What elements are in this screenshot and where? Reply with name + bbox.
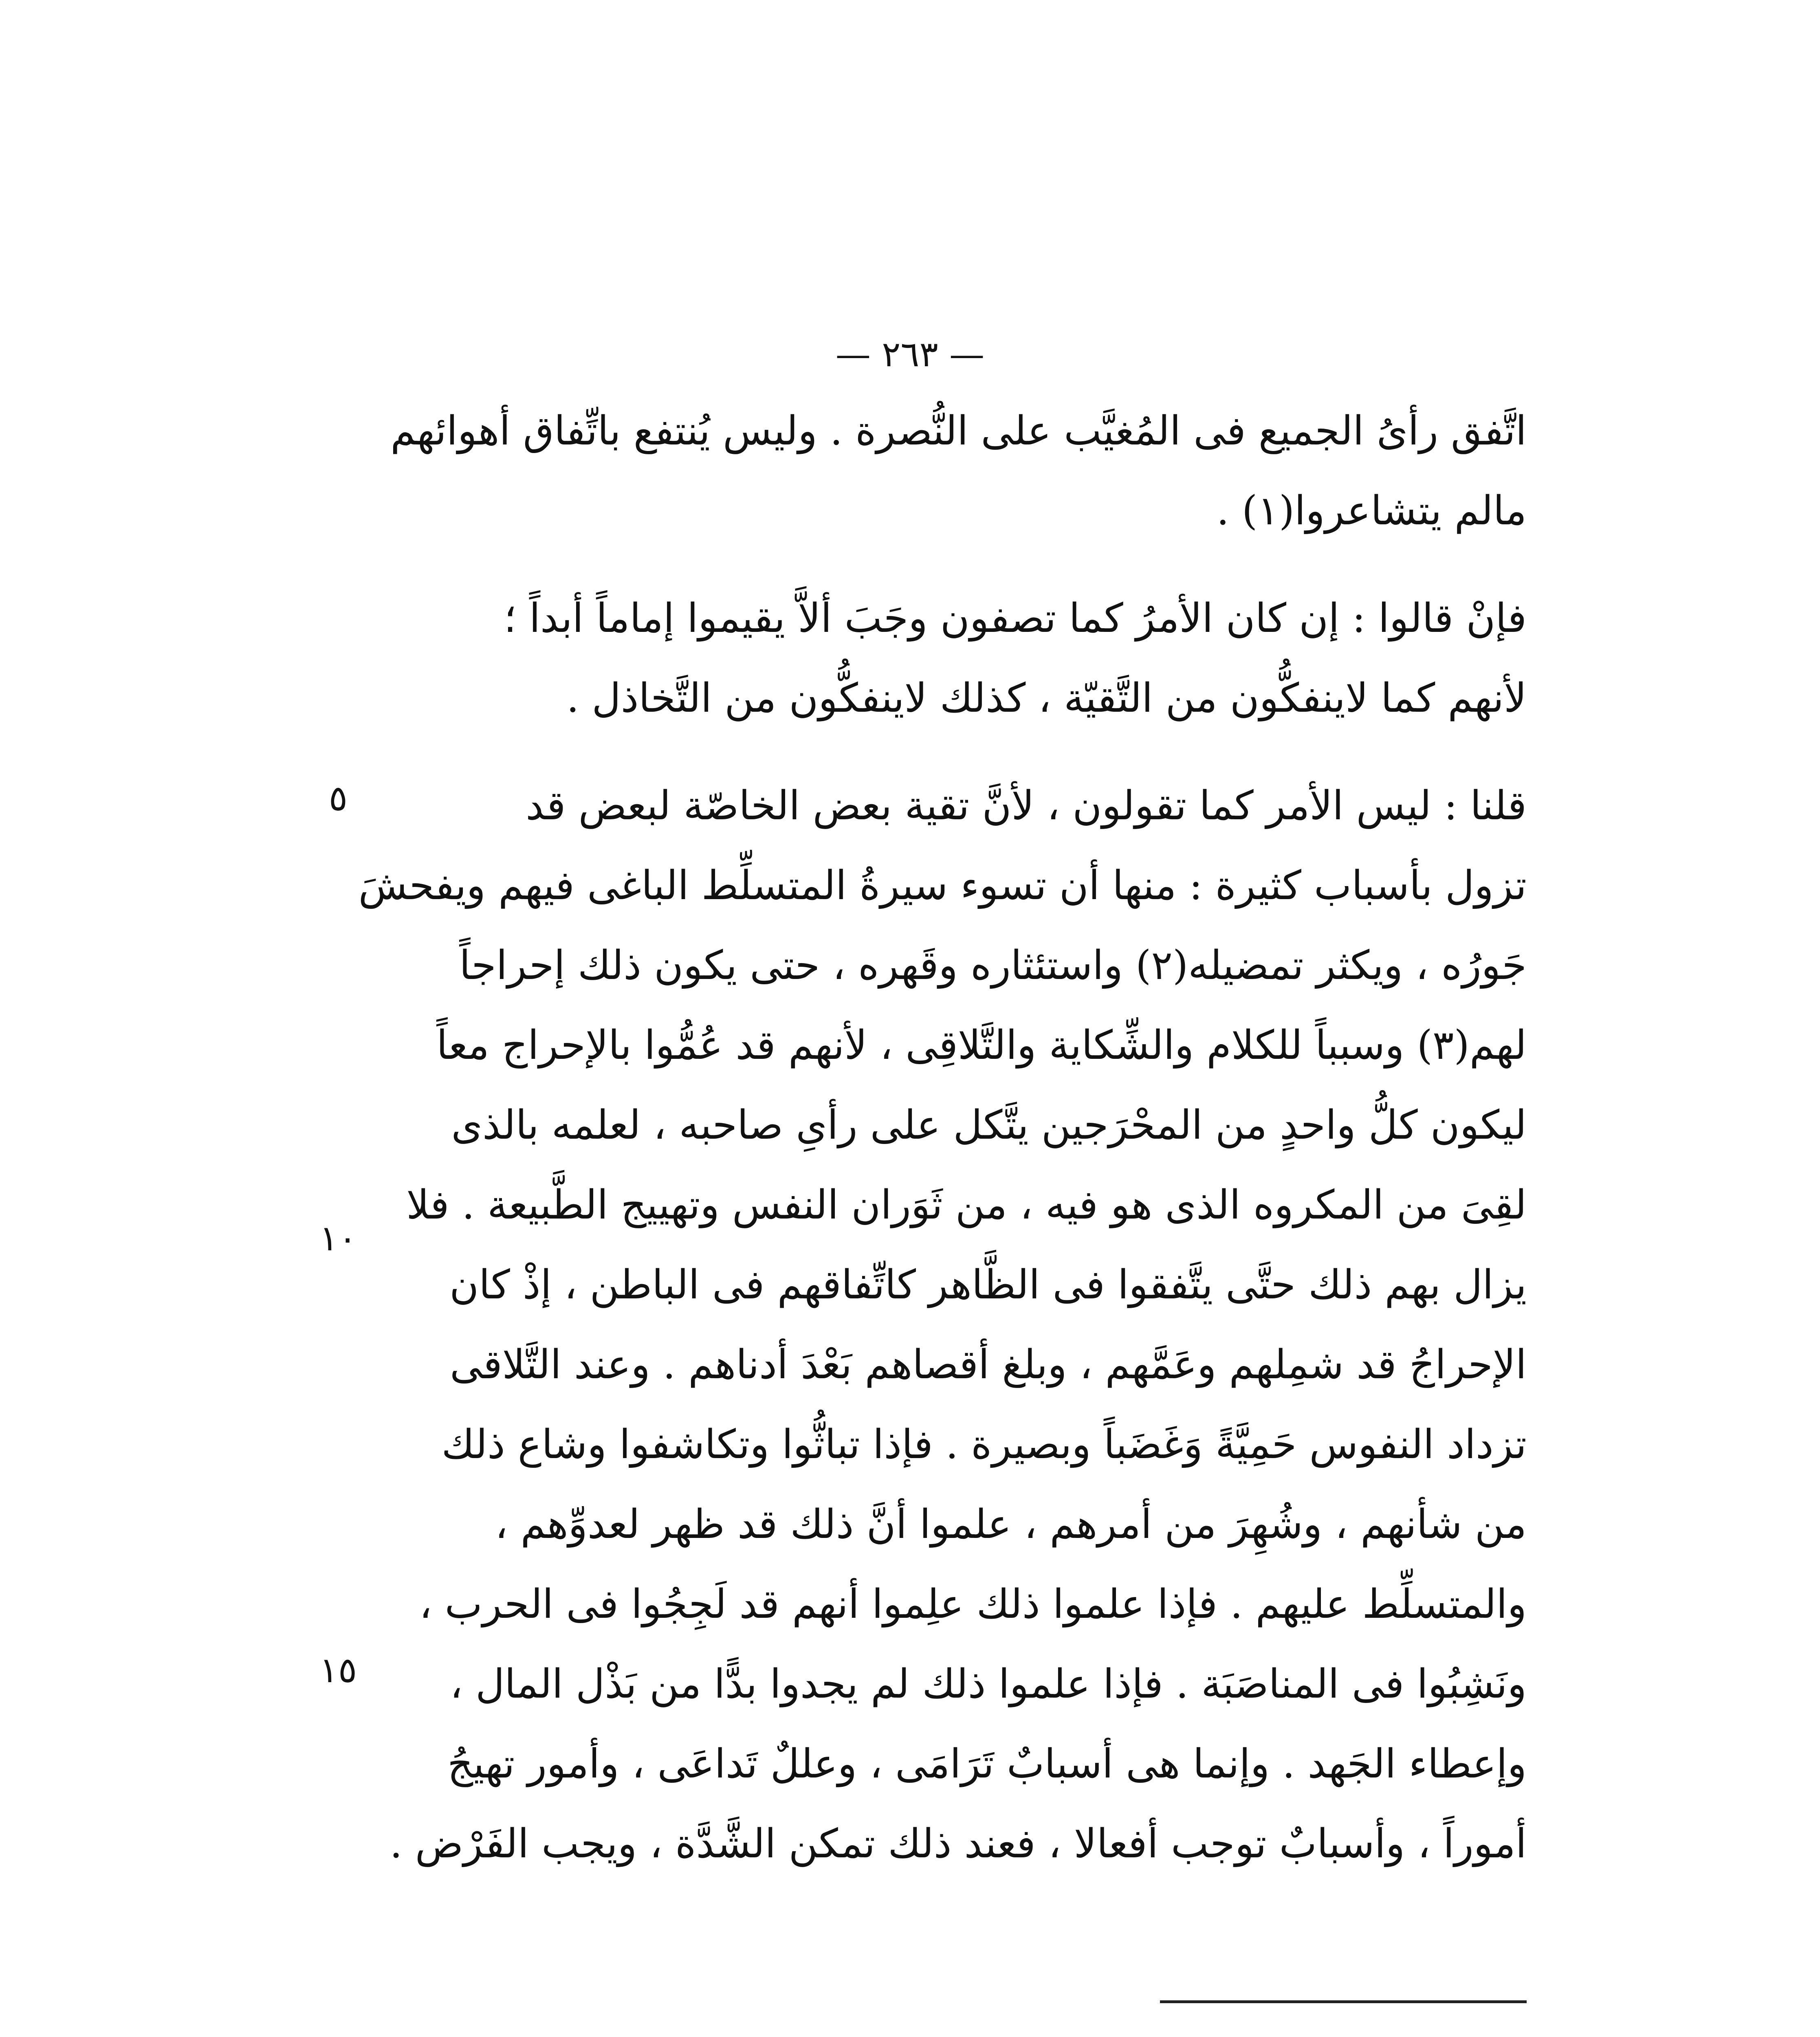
- text-line: يزال بهم ذلك حتَّى يتَّفقوا فى الظَّاهر كاتِّفاقهم فى الباطن ، إذْ كان: [449, 1262, 1527, 1308]
- paragraph-2: [304, 579, 1527, 738]
- text-line: وإعطاء الجَهد . وإنما هى أسبابٌ تَرَامَى ، وعللٌ تَداعَى ، وأمور تهيجُ: [447, 1741, 1527, 1787]
- paragraph-1: [304, 391, 1527, 551]
- text-line: مالم يتشاعروا(١) .: [1216, 488, 1527, 534]
- text-line: فإنْ قالوا : إن كان الأمرُ كما تصفون وجَبَ ألاَّ يقيموا إماماً أبداً ؛: [504, 595, 1527, 642]
- text-line: الإحراجُ قد شمِلهم وعَمَّهم ، وبلغ أقصاهم بَعْدَ أدناهم . وعند التَّلاقى: [450, 1342, 1527, 1388]
- text-line: لقِىَ من المكروه الذى هو فيه ، من ثَوَران النفس وتهييج الطَّبيعة . فلا: [406, 1182, 1527, 1228]
- text-line: ونَشِبُوا فى المناصَبَة . فإذا علموا ذلك لم يجدوا بدًّا من بَذْل المال ،: [450, 1661, 1527, 1707]
- footnote-divider: [1160, 2000, 1527, 2003]
- line-number-10: ١٠: [319, 1218, 357, 1259]
- text-line: لأنهم كما لاينفكُّون من التَّقيّة ، كذلك لاينفكُّون من التَّخاذل .: [566, 675, 1527, 722]
- page-number: — ٢٦٣ —: [835, 334, 985, 375]
- text-line: جَورُه ، ويكثر تمضيله(٢) واستئثاره وقَهره ، حتى يكون ذلك إحراجاً: [459, 942, 1527, 989]
- line-number-5: ٥: [328, 778, 348, 819]
- text-line: من شأنهم ، وشُهِرَ من أمرهم ، علموا أنَّ ذلك قد ظهر لعدوِّهم ،: [495, 1501, 1527, 1548]
- text-line: اتَّفق رأىُ الجميع فى المُغيَّب على النُّصرة . وليس يُنتفع باتِّفاق أهوائهم: [390, 408, 1527, 454]
- text-line: قلنا : ليس الأمر كما تقولون ، لأنَّ تقية بعض الخاصّة لبعض قد: [526, 783, 1527, 829]
- text-line: أموراً ، وأسبابٌ توجب أفعالا ، فعند ذلك تمكن الشَّدَّة ، ويجب الفَرْض .: [390, 1821, 1527, 1867]
- text-line: ليكون كلُّ واحدٍ من المحْرَجين يتَّكل على رأىِ صاحبه ، لعلمه بالذى: [451, 1102, 1527, 1148]
- line-number-15: ١٥: [319, 1650, 357, 1691]
- paragraph-3: [304, 766, 1527, 1884]
- text-line: تزول بأسباب كثيرة : منها أن تسوء سيرةُ المتسلِّط الباغى فيهم ويفحشَ: [358, 862, 1527, 909]
- text-line: لهم(٣) وسبباً للكلام والشِّكاية والتَّلاقِى ، لأنهم قد عُمُّوا بالإحراج معاً: [436, 1022, 1527, 1069]
- text-line: والمتسلِّط عليهم . فإذا علموا ذلك علِموا أنهم قد لَجِجُوا فى الحرب ،: [419, 1581, 1527, 1628]
- text-line: تزداد النفوس حَمِيَّةً وَغَضَباً وبصيرة . فإذا تباثُّوا وتكاشفوا وشاع ذلك: [441, 1421, 1527, 1468]
